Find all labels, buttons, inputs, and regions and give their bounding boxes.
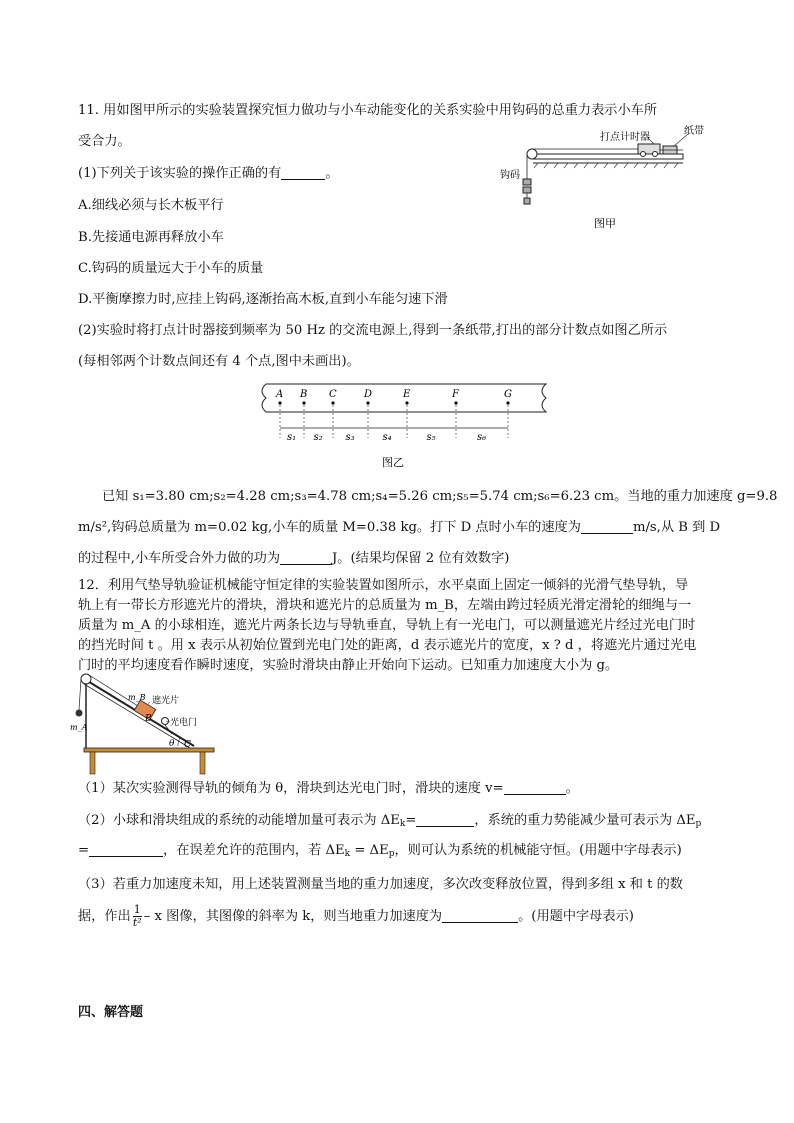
fraction-1-over-t2: $\frac{1}{\text{t²}}$ xyxy=(132,903,142,929)
tape-point-label-B: B xyxy=(300,389,308,400)
tape-segment-label-6: s₆ xyxy=(477,432,487,443)
tape-point-label-D: D xyxy=(364,389,373,400)
figure-air-track xyxy=(66,668,216,776)
q11-part2-line1: (2)实验时将打点计时器接到频率为 50 Hz 的交流电源上,得到一条纸带,打出的部分计数点如图乙所示 xyxy=(78,323,668,338)
tape-dot-E xyxy=(405,401,408,404)
caption-yi: 图乙 xyxy=(382,456,404,469)
caption-jia: 图甲 xyxy=(594,217,616,230)
photogate-icon xyxy=(162,718,169,725)
q12-sub2-line2: = ，在误差允许的范围内，若 $\Delta E_k = \Delta E_p$，则可认为系统的机械能守恒。(用题中字母表示) xyxy=(78,843,682,859)
q11-data-line2: m/s²,钩码总质量为 m=0.02 kg,小车的质量 M=0.38 kg。打下 D 点时小车的速度为 m/s,从 B 到 D xyxy=(78,520,721,535)
tape-dot-A xyxy=(278,401,281,404)
q11-part2-line2: (每相邻两个计数点间还有 4 个点,图中未画出)。 xyxy=(78,354,360,369)
answer-blank-g[interactable] xyxy=(442,908,518,923)
tape-segment-label-5: s₅ xyxy=(426,432,436,443)
tape-point-label-E: E xyxy=(403,389,411,400)
q11-option-d: D.平衡摩擦力时,应挂上钩码,逐渐抬高木板,直到小车能匀速下滑 xyxy=(78,292,448,307)
answer-blank-1[interactable] xyxy=(281,165,325,180)
q11-option-c: C.钩码的质量远大于小车的质量 xyxy=(78,261,264,276)
tape-point-label-G: G xyxy=(504,389,512,400)
q12-line5: 门时的平均速度看作瞬时速度，实验时滑块由静止开始向下运动。已知重力加速度大小为 g。 xyxy=(78,658,619,673)
q11-stem-line1: 11. 用如图甲所示的实验装置探究恒力做功与小车动能变化的关系实验中用钩码的总重力表示小车所 xyxy=(78,103,658,118)
label-mA: m_A xyxy=(70,723,88,732)
q11-part1: (1)下列关于该实验的操作正确的有 。 xyxy=(78,166,339,181)
ball-icon xyxy=(76,710,83,717)
label-shade: 遮光片 xyxy=(152,696,180,706)
tape-segment-label-2: s₂ xyxy=(313,432,323,443)
answer-blank-velocity[interactable] xyxy=(581,519,633,534)
tape-dot-F xyxy=(454,401,457,404)
label-gate: 光电门 xyxy=(170,718,198,728)
figure-yi xyxy=(258,380,554,476)
q11-option-b: B.先接通电源再释放小车 xyxy=(78,230,224,245)
q12-sub2-line1: （2）小球和滑块组成的系统的动能增加量可表示为 $\Delta E_k=$ ，系统的重力势能减少量可表示为 $\Delta E_p$ xyxy=(78,813,702,829)
tape-dot-D xyxy=(366,401,369,404)
q12-sub1: （1）某次实验测得导轨的倾角为 θ，滑块到达光电门时，滑块的速度 v= 。 xyxy=(78,781,579,796)
q12-line3: 质量为 m_A 的小球相连，遮光片两条长边与导轨垂直，导轨上有一光电门，可以测量遮光片经过光电门时 xyxy=(78,618,696,633)
tape-dot-G xyxy=(506,401,509,404)
answer-blank-v[interactable] xyxy=(504,780,566,795)
tape-segment-label-4: s₄ xyxy=(382,432,392,443)
q11-stem-line2: 受合力。 xyxy=(78,134,131,149)
tape-dot-C xyxy=(331,401,334,404)
tape-point-label-A: A xyxy=(276,389,284,400)
q11-data-line3: 的过程中,小车所受合外力做的功为 J。(结果均保留 2 位有效数字) xyxy=(78,551,510,566)
q12-sub3-line2: 据，作出 $\frac{1}{\text{t²}}$ – x 图像，其图像的斜率为 k，则当地重力加速度为 。(用题中字母表示) xyxy=(78,903,634,929)
answer-blank-ek[interactable] xyxy=(416,812,474,827)
q12-line4: 的挡光时间 t 。用 x 表示从初始位置到光电门处的距离，d 表示遮光片的宽度，x ? d ，将遮光片通过光电 xyxy=(78,638,697,653)
tape-dot-B xyxy=(302,401,305,404)
label-mB: m_B xyxy=(128,693,146,702)
q11-option-a: A.细线必须与长木板平行 xyxy=(78,198,224,213)
tape-segment-label-3: s₃ xyxy=(345,432,355,443)
label-timer: 打点计时器 xyxy=(600,132,650,143)
label-theta: θ xyxy=(169,739,175,749)
q12-sub3-line1: （3）若重力加速度未知，用上述装置测量当地的重力加速度，多次改变释放位置，得到多组 x 和 t 的数 xyxy=(78,877,683,892)
q12-line1: 12．利用气垫导轨验证机械能守恒定律的实验装置如图所示，水平桌面上固定一倾斜的光滑气垫导轨，导 xyxy=(78,578,689,593)
tape-point-label-C: C xyxy=(329,389,337,400)
label-tape: 纸带 xyxy=(684,126,704,137)
label-B: B xyxy=(145,714,152,724)
q12-line2: 轨上有一带长方形遮光片的滑块，滑块和遮光片的总质量为 m_B，左端由跨过轻质光滑定滑轮的细绳与一 xyxy=(78,598,692,613)
figure-jia xyxy=(498,124,718,234)
section-4-title: 四、解答题 xyxy=(78,1005,144,1020)
answer-blank-work[interactable] xyxy=(280,550,332,565)
tape-segment-label-1: s₁ xyxy=(287,432,297,443)
pulley-icon xyxy=(527,149,537,159)
tape-point-label-F: F xyxy=(452,389,459,400)
label-weight: 钩码 xyxy=(500,170,520,181)
q11-data-line1: 已知 s₁=3.80 cm;s₂=4.28 cm;s₃=4.78 cm;s₄=5.26 cm;s₅=5.74 cm;s₆=6.23 cm。当地的重力加速度 g=9.8 xyxy=(102,489,778,504)
label-C: C xyxy=(184,740,191,750)
weight-icon xyxy=(523,179,531,185)
answer-blank-ep[interactable] xyxy=(89,842,163,857)
